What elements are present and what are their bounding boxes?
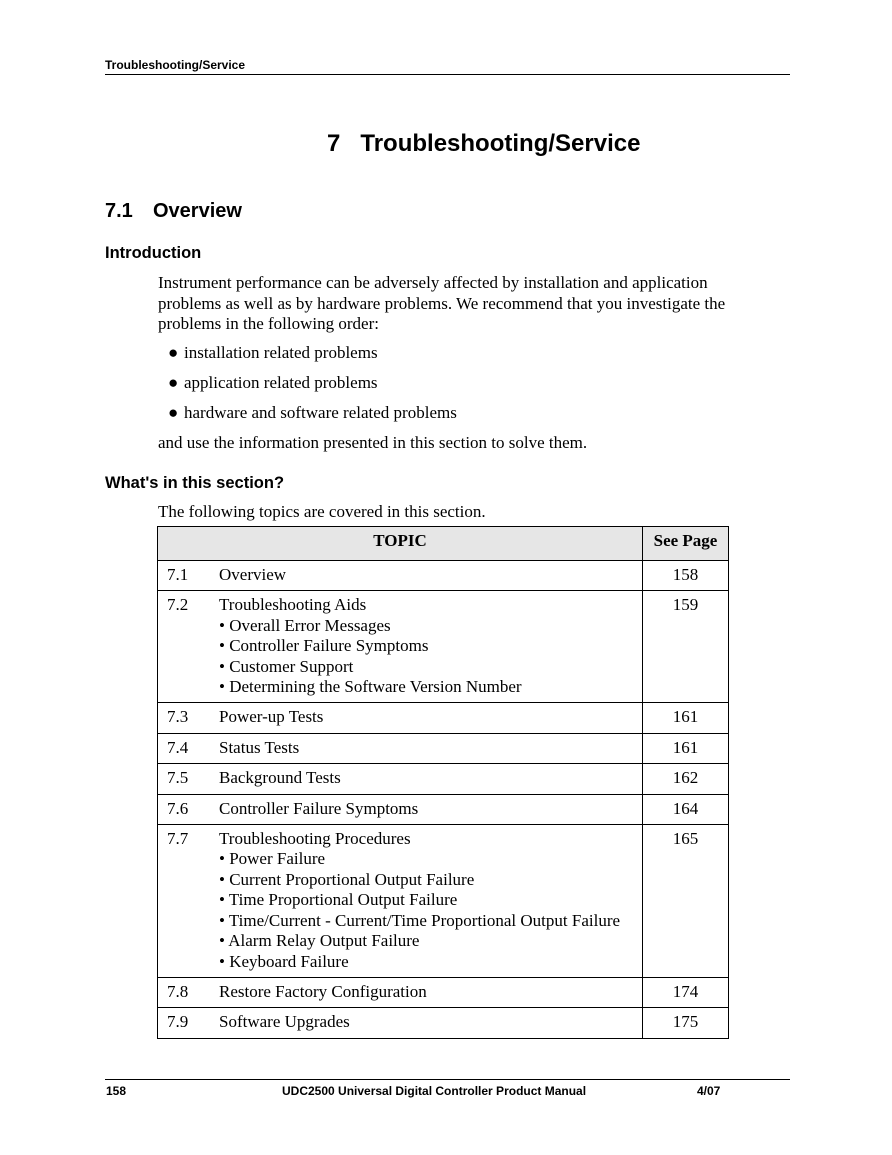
topic-body	[219, 1012, 350, 1032]
topic-title: Software Upgrades	[219, 1012, 350, 1032]
topic-title: Troubleshooting Procedures	[219, 829, 411, 849]
footer-rule	[105, 1079, 790, 1080]
table-row	[158, 561, 729, 591]
topic-title: Status Tests	[219, 737, 300, 757]
topic-subitem: • Controller Failure Symptoms	[219, 636, 429, 656]
topic-title: Overview	[219, 565, 287, 584]
whats-in-intro: The following topics are covered in this section.	[158, 502, 486, 521]
topic-body	[219, 829, 620, 972]
topic-body	[219, 565, 286, 585]
page-column-header: See Page	[643, 527, 729, 561]
topic-number: 7.4	[167, 737, 189, 757]
page-cell: 165	[643, 825, 729, 978]
topics-table-body	[158, 561, 729, 1039]
topic-subitem: • Overall Error Messages	[219, 615, 391, 635]
table-row	[158, 1008, 729, 1038]
topic-number: 7.6	[167, 798, 189, 818]
topic-body	[219, 799, 418, 819]
topic-body	[219, 768, 341, 788]
list-item: ● installation related problems	[168, 343, 378, 362]
problem-order-list	[168, 343, 457, 433]
topic-subitem: • Power Failure	[219, 849, 326, 869]
chapter-title	[327, 130, 640, 158]
topic-title: Controller Failure Symptoms	[219, 798, 419, 818]
topic-body	[219, 595, 522, 697]
topic-subitem: • Keyboard Failure	[219, 951, 349, 971]
page-cell: 162	[643, 764, 729, 794]
running-header: Troubleshooting/Service	[105, 58, 246, 72]
topic-subitem: • Determining the Software Version Number	[219, 677, 522, 697]
topic-subitem: • Customer Support	[219, 656, 354, 676]
footer-date: 4/07	[697, 1084, 721, 1098]
topic-number: 7.2	[167, 595, 189, 615]
topic-number: 7.1	[167, 565, 189, 584]
page-cell: 158	[643, 561, 729, 591]
topic-column-header: TOPIC	[158, 527, 643, 561]
topics-table	[157, 526, 729, 1039]
table-row	[158, 733, 729, 763]
topic-subitem: • Time/Current - Current/Time Proportional Output Failure	[219, 910, 621, 930]
bullet-icon: ●	[168, 403, 179, 422]
page-cell: 175	[643, 1008, 729, 1038]
table-row	[158, 825, 729, 978]
table-row	[158, 794, 729, 824]
topic-cell	[158, 825, 643, 978]
table-row	[158, 703, 729, 733]
topic-number: 7.9	[167, 1012, 189, 1032]
topic-cell	[158, 591, 643, 703]
topic-cell	[158, 977, 643, 1007]
topic-title: Restore Factory Configuration	[219, 981, 427, 1001]
section-title	[105, 200, 242, 223]
footer-page-number: 158	[106, 1084, 127, 1098]
page-cell: 161	[643, 703, 729, 733]
page-cell: 164	[643, 794, 729, 824]
footer-manual-title: UDC2500 Universal Digital Controller Product Manual	[282, 1084, 587, 1098]
table-row	[158, 977, 729, 1007]
topic-cell	[158, 733, 643, 763]
list-item: ● application related problems	[168, 373, 378, 392]
introduction-heading: Introduction	[105, 244, 202, 262]
list-item: ● hardware and software related problems	[168, 403, 457, 422]
bullet-icon: ●	[168, 343, 179, 362]
topic-body	[219, 707, 323, 727]
topic-number: 7.3	[167, 707, 189, 727]
topic-cell	[158, 764, 643, 794]
page-cell: 161	[643, 733, 729, 763]
section-name: Overview	[153, 200, 242, 222]
topic-title: Power-up Tests	[219, 707, 324, 727]
topic-body	[219, 982, 427, 1002]
topic-cell	[158, 561, 643, 591]
topic-title: Background Tests	[219, 768, 341, 788]
topic-cell	[158, 794, 643, 824]
topic-subitem: • Alarm Relay Output Failure	[219, 931, 420, 951]
introduction-closing: and use the information presented in this section to solve them.	[158, 433, 588, 452]
chapter-number: 7	[327, 130, 341, 157]
table-row	[158, 764, 729, 794]
introduction-paragraph: Instrument performance can be adversely affected by installation and application problems as well as by hardware problems. We recommend that you investigate the problems in the following order:	[158, 273, 726, 333]
topic-body	[219, 738, 299, 758]
topic-subitem: • Current Proportional Output Failure	[219, 869, 475, 889]
chapter-name: Troubleshooting/Service	[360, 130, 641, 157]
topic-number: 7.8	[167, 981, 189, 1001]
topic-title: Troubleshooting Aids	[219, 595, 367, 615]
page-cell: 159	[643, 591, 729, 703]
section-number: 7.1	[105, 200, 133, 222]
topic-number: 7.5	[167, 768, 189, 788]
topic-subitem: • Time Proportional Output Failure	[219, 890, 458, 910]
bullet-icon: ●	[168, 373, 179, 392]
whats-in-heading: What's in this section?	[105, 474, 285, 492]
topic-cell	[158, 1008, 643, 1038]
page-cell: 174	[643, 977, 729, 1007]
table-row	[158, 591, 729, 703]
topic-cell	[158, 703, 643, 733]
topic-number: 7.7	[167, 829, 189, 849]
table-header-row	[158, 527, 729, 561]
header-rule	[105, 74, 790, 75]
